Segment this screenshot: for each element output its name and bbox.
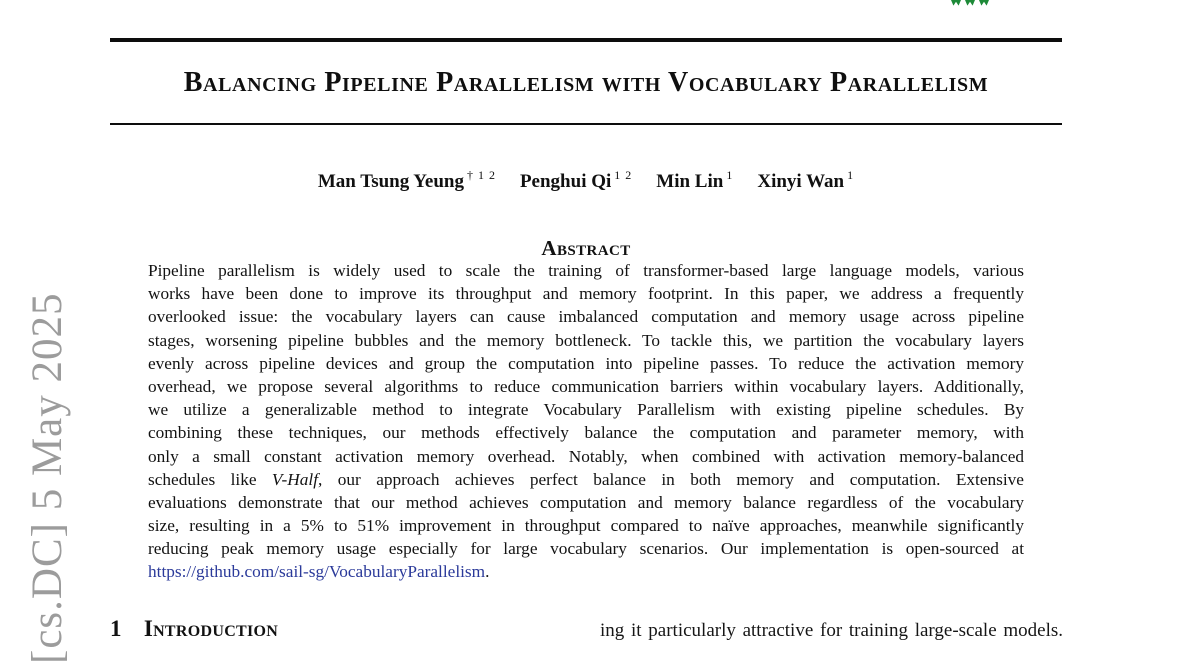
abstract-text: combining these techniques, our methods effectively balance the computation and parameter memory, with: [148, 423, 1024, 443]
green-logo-icon: [951, 0, 991, 6]
abstract-text: , our approach achieves perfect balance in both memory and computation. Extensive: [318, 469, 1024, 489]
author-name: Penghui Qi: [519, 171, 612, 193]
abstract-text: V-Half: [271, 469, 319, 489]
paper-title: Balancing Pipeline Parallelism with Vocabulary Parallelism: [183, 67, 989, 98]
author-affiliation-sup: 1: [847, 168, 855, 182]
author-affiliation-sup: 1 2: [614, 168, 633, 182]
abstract-text: evenly across pipeline devices and group the computation into pipeline passes. To reduce the activation memory: [148, 353, 1024, 373]
authors-line: [110, 164, 1062, 194]
abstract-text: Pipeline parallelism is widely used to scale the training of transformer-based large language models, various: [148, 261, 1024, 280]
abstract-heading: Abstract: [541, 236, 631, 260]
abstract-line: [148, 537, 1024, 560]
abstract-text: we utilize a generalizable method to integrate Vocabulary Parallelism with existing pipeline schedules. By: [148, 400, 1024, 420]
abstract-text: .: [485, 562, 490, 582]
abstract-text: evaluations demonstrate that our method achieves computation and memory balance regardless of the vocabulary: [148, 492, 1024, 512]
author-affiliation-sup: † 1 2: [466, 168, 496, 182]
abstract-text: overhead, we propose several algorithms to reduce communication barriers within vocabulary layers. Additionally,: [148, 376, 1024, 396]
abstract-line: [148, 421, 1024, 444]
section-number: 1: [110, 616, 122, 641]
author-name: Min Lin: [656, 171, 724, 193]
author: [519, 168, 633, 193]
abstract-line: [148, 445, 1024, 468]
abstract-text: only a small constant activation memory overhead. Notably, when combined with activation memory-balanced: [148, 446, 1024, 466]
abstract-line: [148, 398, 1024, 421]
author: [757, 168, 855, 193]
abstract-text: overlooked issue: the vocabulary layers can cause imbalanced computation and memory usage across pipeline: [148, 307, 1024, 327]
github-link[interactable]: https://github.com/sail-sg/VocabularyParallelism: [148, 562, 486, 582]
abstract-line: [148, 491, 1024, 514]
author-affiliation-sup: 1: [726, 168, 734, 182]
abstract-text: schedules like: [148, 469, 272, 489]
abstract-line: [148, 468, 1024, 491]
body-text-fragment: ing it particularly attractive for training large-scale models.: [600, 620, 1063, 641]
abstract-text: stages, worsening pipeline bubbles and the memory bottleneck. To tackle this, we partition the vocabulary layers: [148, 330, 1024, 350]
abstract-text: reducing peak memory usage especially for large vocabulary scenarios. Our implementation is open-sourced at: [148, 539, 1024, 559]
author-name: Xinyi Wan: [757, 171, 845, 193]
abstract-text: size, resulting in a 5% to 51% improvement in throughput compared to naïve approaches, meanwhile significantly: [148, 516, 1024, 536]
arxiv-watermark: [cs.DC] 5 May 2025: [24, 292, 71, 664]
author: [317, 168, 496, 193]
abstract-line: [148, 375, 1024, 398]
abstract-line: [148, 305, 1024, 328]
author: [656, 168, 734, 193]
section-heading-introduction: [110, 615, 278, 643]
abstract-line: [148, 514, 1024, 537]
header-rule-top: [110, 38, 1062, 42]
abstract-line: [148, 352, 1024, 375]
abstract-line: [148, 259, 1024, 282]
abstract-body: [148, 259, 1024, 584]
abstract-line: [148, 560, 1024, 583]
abstract-line: [148, 329, 1024, 352]
author-name: Man Tsung Yeung: [317, 171, 464, 193]
section-title: Introduction: [143, 616, 279, 641]
header-rule-bottom: [110, 123, 1062, 125]
abstract-text: works have been done to improve its throughput and memory footprint. In this paper, we address a frequently: [148, 284, 1024, 304]
abstract-line: [148, 282, 1024, 305]
